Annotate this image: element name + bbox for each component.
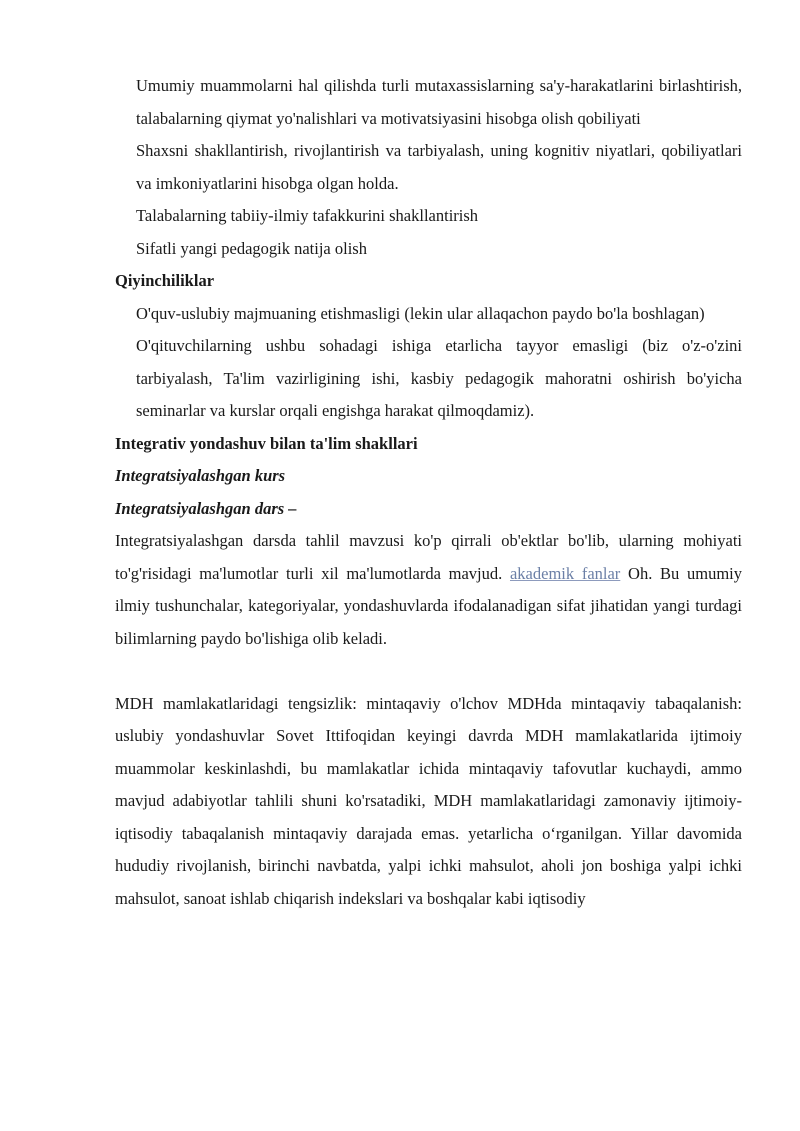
academic-subjects-link[interactable]: akademik fanlar <box>509 563 621 583</box>
paragraph-integrated-lesson <box>115 525 742 655</box>
paragraph-gap <box>115 655 742 688</box>
heading-integrated-lesson: Integratsiyalashgan dars – <box>115 498 297 518</box>
list-item: Talabalarning tabiiy-ilmiy tafakkurini shakllantirish <box>136 206 479 225</box>
heading-qiyinchiliklar: Qiyinchiliklar <box>115 271 215 290</box>
list-item: O'qituvchilarning ushbu sohadagi ishiga etarlicha tayyor emasligi (biz o'z-o'zini tarbiyalash, Ta'lim vazirligining ishi, kasbiy pedagogik mahoratni oshirish bo'yicha seminarlar va kurslar orqali engishga harakat qilmoqdamiz). <box>136 336 742 420</box>
list-item: Sifatli yangi pedagogik natija olish <box>136 238 367 258</box>
list-item: Shaxsni shakllantirish, rivojlantirish va tarbiyalash, uning kognitiv niyatlari, qobiliyatlari va imkoniyatlarini hisobga olgan holda. <box>136 141 742 193</box>
benefits-list <box>115 70 742 265</box>
paragraph-cis-inequality: MDH mamlakatlaridagi tengsizlik: mintaqaviy o'lchov MDHda mintaqaviy tabaqalanish: uslubiy yondashuvlar Sovet Ittifoqidan keyingi davrda MDH mamlakatlarida ijtimoiy muammolar keskinlashdi, bu mamlakatlar ichida mintaqaviy tafovutlar kuchaydi, ammo mavjud adabiyotlar tahlili shuni ko'rsatadiki, MDH mamlakatlaridagi zamonaviy ijtimoiy-iqtisodiy tabaqalanish mintaqaviy darajada emas. yetarlicha o‘rganilgan. Yillar davomida hududiy rivojlanish, birinchi navbatda, yalpi ichki mahsulot, aholi jon boshiga yalpi ichki mahsulot, sanoat ishlab chiqarish indekslari va boshqalar kabi iqtisodiy <box>115 693 742 908</box>
heading-integrated-course: Integratsiyalashgan kurs <box>115 466 286 485</box>
list-item: Umumiy muammolarni hal qilishda turli mutaxassislarning sa'y-harakatlarini birlashtirish, talabalarning qiymat yo'nalishlari va motivatsiyasini hisobga olish qobiliyati <box>136 76 742 128</box>
paragraph-text: Oh. Bu umumiy ilmiy tushunchalar, kategoriyalar, yondashuvlarda ifodalanadigan sifat jihatidan yangi turdagi bilimlarning paydo bo'lishiga olib keladi. <box>115 563 743 648</box>
difficulties-list <box>115 298 742 428</box>
paragraph-text: Integratsiyalashgan darsda tahlil mavzusi ko'p qirrali ob'ektlar bo'lib, ularning mohiyati to'g'risidagi ma'lumotlar turli xil ma'lumotlarda mavjud. <box>115 531 742 583</box>
list-item: O'quv-uslubiy majmuaning etishmasligi (lekin ular allaqachon paydo bo'la boshlagan) <box>136 303 705 323</box>
heading-integrativ: Integrativ yondashuv bilan ta'lim shakllari <box>115 433 418 453</box>
